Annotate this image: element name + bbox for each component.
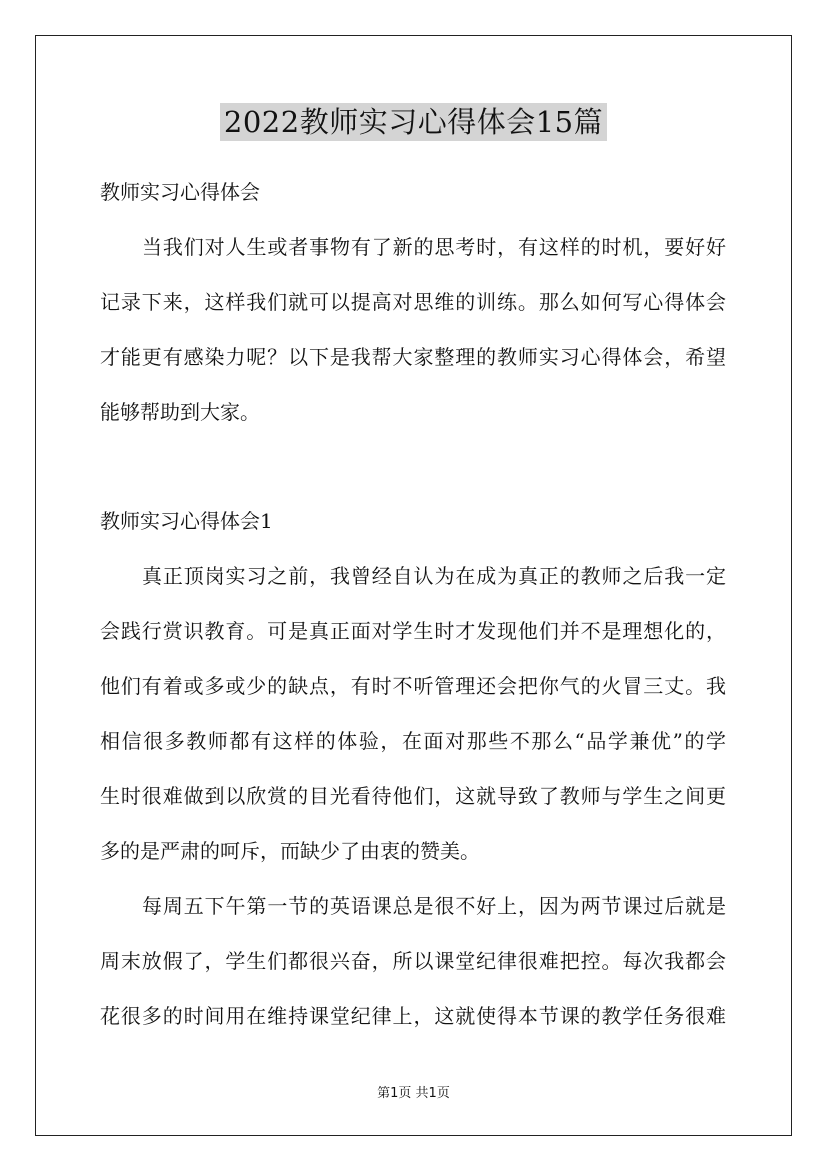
section-heading: 教师实习心得体会 [100, 180, 260, 204]
paragraph-line: 才能更有感染力呢？以下是我帮大家整理的教师实习心得体会，希望 [100, 345, 726, 369]
document-title-container [0, 100, 827, 141]
document-title: 2022教师实习心得体会15篇 [220, 103, 607, 141]
paragraph-line: 每周五下午第一节的英语课总是很不好上，因为两节课过后就是 [142, 894, 726, 918]
paragraph-line: 当我们对人生或者事物有了新的思考时，有这样的时机，要好好 [142, 235, 726, 259]
document-body [100, 170, 726, 1049]
paragraph-line: 他们有着或多或少的缺点，有时不听管理还会把你气的火冒三丈。我 [100, 674, 726, 698]
paragraph-line: 多的是严肃的呵斥，而缺少了由衷的赞美。 [100, 839, 480, 863]
section-heading: 教师实习心得体会1 [100, 509, 273, 533]
paragraph-line: 相信很多教师都有这样的体验，在面对那些不那么“品学兼优”的学 [100, 729, 726, 753]
paragraph-line: 生时很难做到以欣赏的目光看待他们，这就导致了教师与学生之间更 [100, 784, 726, 808]
paragraph-line: 周末放假了，学生们都很兴奋，所以课堂纪律很难把控。每次我都会 [100, 949, 726, 973]
paragraph-line: 记录下来，这样我们就可以提高对思维的训练。那么如何写心得体会 [100, 290, 726, 314]
paragraph-line: 能够帮助到大家。 [100, 400, 260, 424]
paragraph-line: 会践行赏识教育。可是真正面对学生时才发现他们并不是理想化的， [100, 619, 726, 643]
page-footer: 第1页 共1页 [377, 1086, 450, 1101]
blank-line [100, 445, 726, 499]
paragraph-line: 花很多的时间用在维持课堂纪律上，这就使得本节课的教学任务很难 [100, 1004, 726, 1028]
paragraph-line: 真正顶岗实习之前，我曾经自认为在成为真正的教师之后我一定 [142, 564, 726, 588]
